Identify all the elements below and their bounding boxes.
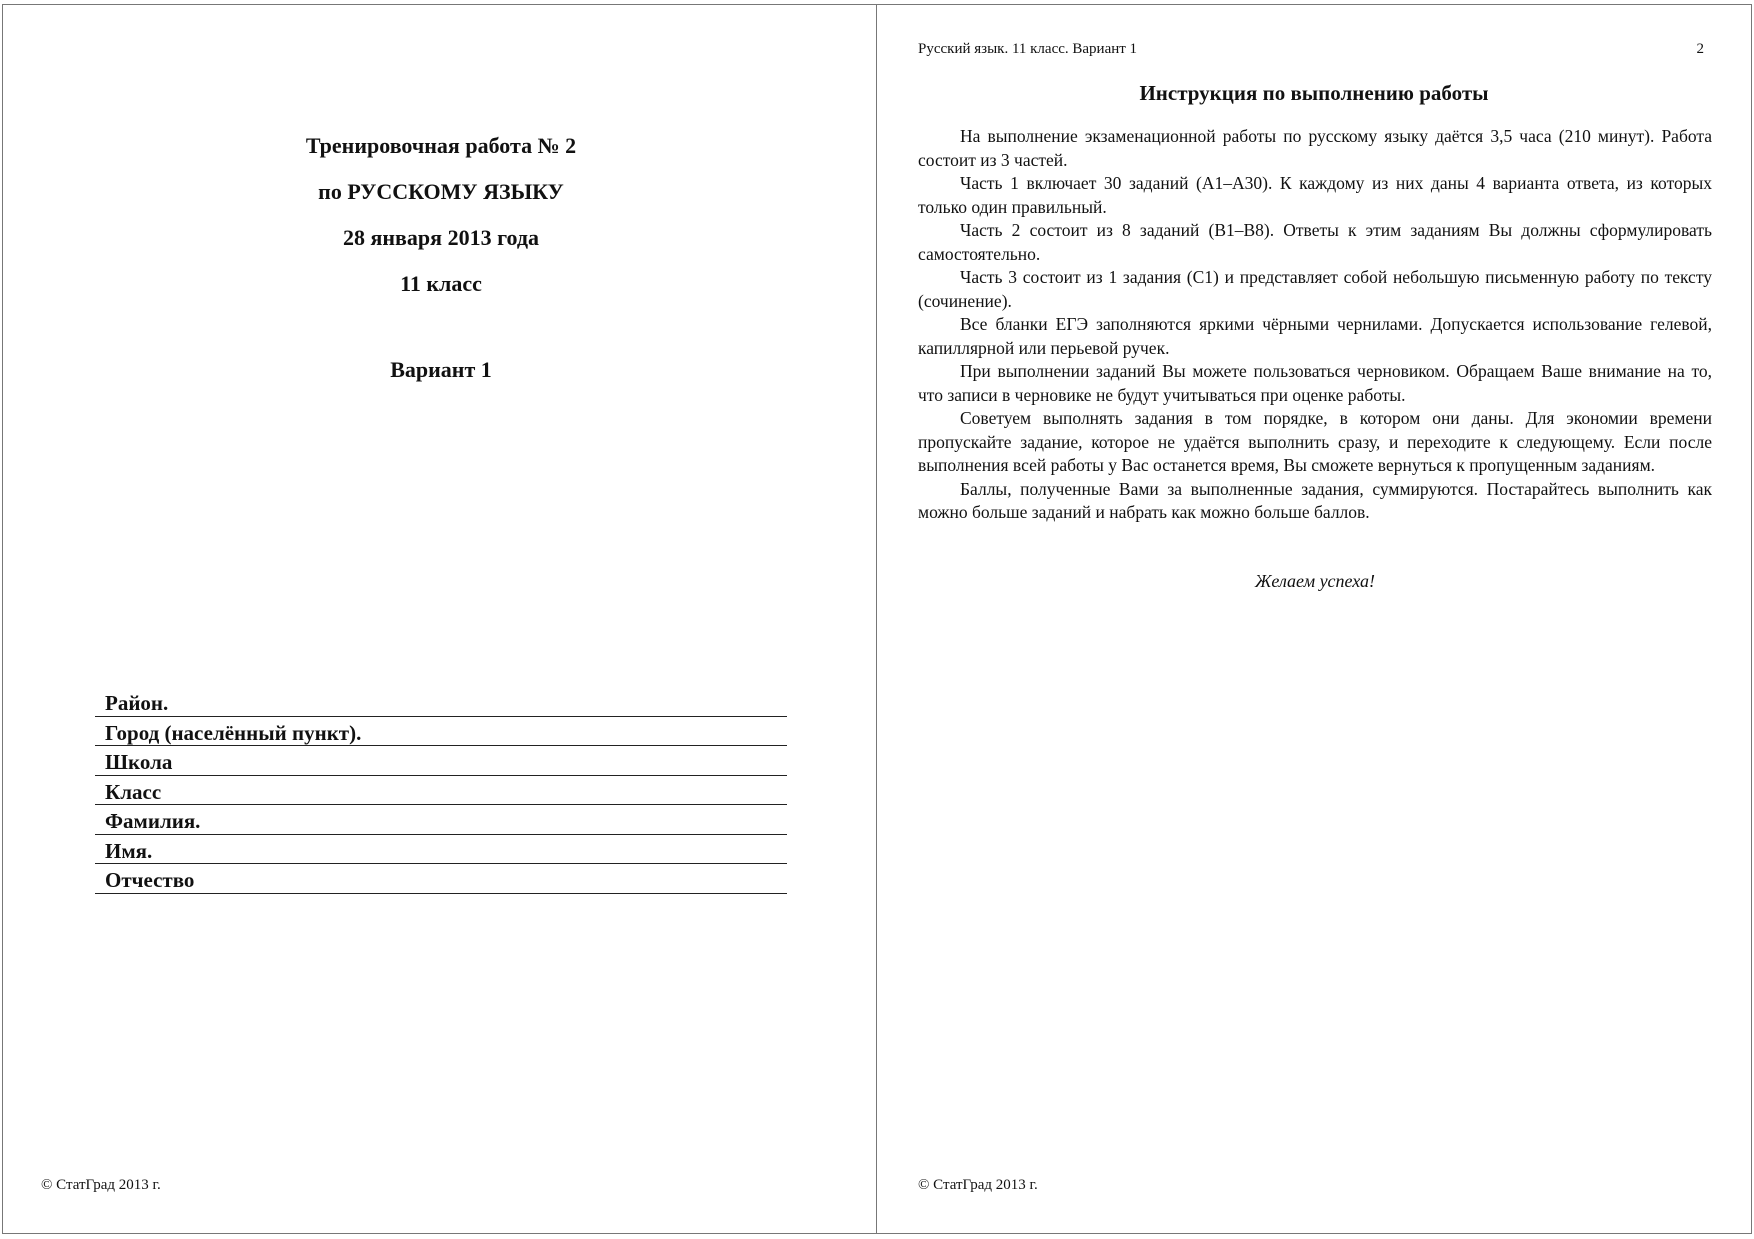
instructions-footer-copyright: © СтатГрад 2013 г. bbox=[918, 1177, 1038, 1193]
subject-title: по РУССКОМУ ЯЗЫКУ bbox=[318, 179, 564, 204]
instructions-title: Инструкция по выполнению работы bbox=[1139, 81, 1489, 105]
instruction-paragraph: При выполнении заданий Вы можете пользоваться черновиком. Обращаем Ваше внимание на то, что записи в черновике не будут учитываться при оценке работы. bbox=[918, 361, 1712, 405]
form-field-district: Район. bbox=[95, 687, 787, 717]
form-field-surname: Фамилия. bbox=[95, 805, 787, 835]
running-header bbox=[918, 41, 1704, 61]
form-field-patronymic: Отчество bbox=[95, 864, 787, 894]
form-field-name: Имя. bbox=[95, 835, 787, 865]
closing-wish: Желаем успеха! bbox=[1254, 571, 1376, 591]
cover-page bbox=[2, 4, 878, 1234]
page-number: 2 bbox=[1696, 41, 1704, 57]
instruction-paragraph: Баллы, полученные Вами за выполненные задания, суммируются. Постарайтесь выполнить как можно больше заданий и набрать как можно больше баллов. bbox=[918, 478, 1712, 522]
instruction-paragraph: Часть 3 состоит из 1 задания (С1) и представляет собой небольшую письменную работу по тексту (сочинение). bbox=[918, 267, 1712, 311]
form-field-city: Город (населённый пункт). bbox=[95, 717, 787, 747]
instructions-page bbox=[876, 4, 1752, 1234]
instructions-body bbox=[918, 125, 1712, 525]
student-info-form bbox=[95, 687, 787, 894]
work-title: Тренировочная работа № 2 bbox=[305, 133, 577, 158]
work-date: 28 января 2013 года bbox=[342, 225, 540, 250]
cover-title-block bbox=[3, 123, 879, 307]
form-field-class: Класс bbox=[95, 776, 787, 806]
instruction-paragraph: Часть 2 состоит из 8 заданий (В1–В8). Ответы к этим заданиям Вы должны сформулировать самостоятельно. bbox=[918, 220, 1712, 264]
cover-footer-copyright: © СтатГрад 2013 г. bbox=[41, 1177, 161, 1193]
instruction-paragraph: На выполнение экзаменационной работы по русскому языку даётся 3,5 часа (210 минут). Работа состоит из 3 частей. bbox=[918, 126, 1712, 170]
instruction-paragraph: Советуем выполнять задания в том порядке, в котором они даны. Для экономии времени пропускайте задание, которое не удаётся выполнить сразу, и переходите к следующему. Если после выполнения всей работы у Вас останется время, Вы сможете вернуться к пропущенным заданиям. bbox=[918, 408, 1712, 475]
variant-label: Вариант 1 bbox=[390, 357, 492, 382]
form-field-school: Школа bbox=[95, 746, 787, 776]
running-header-title: Русский язык. 11 класс. Вариант 1 bbox=[918, 41, 1138, 57]
instruction-paragraph: Все бланки ЕГЭ заполняются яркими чёрными чернилами. Допускается использование гелевой, капиллярной или перьевой ручек. bbox=[918, 314, 1712, 358]
grade-label: 11 класс bbox=[400, 271, 482, 296]
instruction-paragraph: Часть 1 включает 30 заданий (А1–А30). К каждому из них даны 4 варианта ответа, из которых только один правильный. bbox=[918, 173, 1712, 217]
